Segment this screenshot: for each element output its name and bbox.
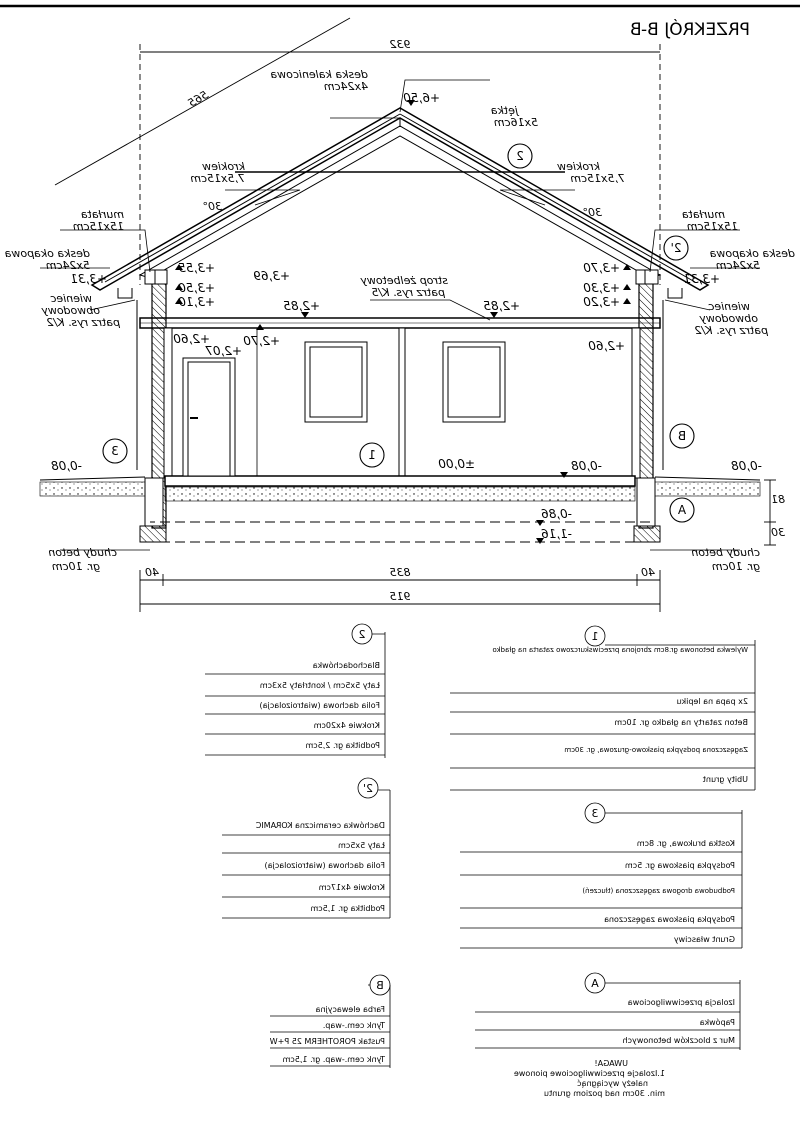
marker-B: B xyxy=(677,429,687,443)
level-310: +3,10 xyxy=(178,295,215,309)
label-wieniec-right-2: obwodowy xyxy=(41,304,100,317)
level-008-right: -0,08 xyxy=(50,459,82,473)
level-260-right: +2,60 xyxy=(173,332,210,346)
level-285b: +2,85 xyxy=(283,299,320,313)
level-369: +3,69 xyxy=(253,269,290,283)
level-086: -0,86 xyxy=(540,507,572,521)
svg-text:Wylewka betonowa gr.8cm zbrojo: Wylewka betonowa gr.8cm zbrojona przeciwskurczowo zatarta na gładko xyxy=(492,646,748,654)
level-270: +2,70 xyxy=(243,334,280,348)
level-330: +3,30 xyxy=(583,281,620,295)
label-angle-right: 30° xyxy=(202,200,222,213)
label-okap-right-size: 5x24cm xyxy=(45,259,90,272)
label-angle-left: 30° xyxy=(582,206,602,219)
svg-text:Zagęszczona podsypka piaskowo-: Zagęszczona podsypka piaskowo-gruzowa, gr. 30cm xyxy=(564,746,748,754)
marker-A: A xyxy=(677,503,687,517)
svg-text:Podsypka piaskowa gr. 5cm: Podsypka piaskowa gr. 5cm xyxy=(624,861,735,870)
svg-text:Łaty 5x5cm: Łaty 5x5cm xyxy=(338,841,385,850)
label-deska-kal-size: 4x24cm xyxy=(323,80,368,93)
label-wieniec-left: wieniec xyxy=(708,300,750,313)
svg-text:3: 3 xyxy=(591,807,599,820)
marker-2prime: 2' xyxy=(670,241,682,255)
legend-2 xyxy=(205,624,385,758)
svg-text:Łaty 5x5cm / kontrłaty 5x3cm: Łaty 5x5cm / kontrłaty 5x3cm xyxy=(259,681,380,690)
svg-text:Grunt własciwy: Grunt własciwy xyxy=(673,935,735,944)
svg-text:UWAGA!: UWAGA! xyxy=(594,1059,628,1068)
dim-915: 915 xyxy=(389,590,411,603)
floor-slab xyxy=(165,476,635,486)
level-350: +3,50 xyxy=(178,281,215,295)
legend-3 xyxy=(460,803,742,948)
dim-835: 835 xyxy=(389,566,411,579)
dim-top: 932 xyxy=(389,38,411,51)
svg-text:Blachodachówka: Blachodachówka xyxy=(312,661,380,670)
label-deska-kal: deska kalenicowa xyxy=(270,68,368,81)
note xyxy=(514,1059,665,1098)
svg-text:Pustak POROTHERM 25 P+W: Pustak POROTHERM 25 P+W xyxy=(269,1037,385,1046)
dim-81: 81 xyxy=(771,493,785,506)
level-331-right: +3,31 xyxy=(70,272,107,286)
svg-text:Dachówka ceramiczna KORAMIC: Dachówka ceramiczna KORAMIC xyxy=(255,821,385,830)
legend-1-text xyxy=(493,630,749,784)
level-285a: +2,85 xyxy=(483,299,520,313)
svg-text:min. 30cm nad poziom gruntu: min. 30cm nad poziom gruntu xyxy=(543,1089,665,1098)
dim-40-left: 40 xyxy=(641,566,655,579)
label-okap-left: deska okapowa xyxy=(709,247,795,260)
svg-text:Podsypka piaskowa zagęszczona: Podsypka piaskowa zagęszczona xyxy=(604,915,735,924)
svg-text:Farba elewacyjna: Farba elewacyjna xyxy=(315,1005,385,1014)
svg-text:2x papa na lepiku: 2x papa na lepiku xyxy=(676,697,748,706)
svg-text:1.Izolacje przeciwwilgociowe p: 1.Izolacje przeciwwilgociowe pionowe xyxy=(513,1069,665,1078)
label-murlata-right-size: 15x15cm xyxy=(72,220,124,233)
svg-text:Papówka: Papówka xyxy=(699,1018,735,1027)
label-jetka-size: 5x16cm xyxy=(493,116,538,129)
svg-text:Ubity grunt: Ubity grunt xyxy=(702,775,748,784)
drawing-title: PRZEKRÓJ B-B xyxy=(629,20,750,40)
level-008-left: -0,08 xyxy=(730,459,762,473)
svg-text:Tynk cem.-wap.: Tynk cem.-wap. xyxy=(322,1021,385,1030)
svg-text:A: A xyxy=(591,977,599,990)
svg-text:Tynk cem.-wap. gr. 1,5cm: Tynk cem.-wap. gr. 1,5cm xyxy=(282,1055,385,1064)
marker-1: 1 xyxy=(368,448,376,462)
svg-text:Folia dachowa (wiatroizolacja): Folia dachowa (wiatroizolacja) xyxy=(259,701,380,710)
svg-text:Folia dachowa (wiatroizolacja): Folia dachowa (wiatroizolacja) xyxy=(264,861,385,870)
svg-text:należy wyciągnąć: należy wyciągnąć xyxy=(577,1079,648,1088)
marker-2: 2 xyxy=(516,149,524,163)
label-murlata-left-size: 15x15cm xyxy=(686,220,738,233)
label-murlata-left: murłata xyxy=(681,208,725,221)
svg-text:Podbudowa drogowa zagęszczona: Podbudowa drogowa zagęszczona (tłuczeń) xyxy=(582,887,735,895)
label-murlata-right: murłata xyxy=(80,208,124,221)
marker-3: 3 xyxy=(111,444,119,458)
label-wieniec-right-3: patrz rys. K/2 xyxy=(46,316,120,329)
svg-text:Kostka brukowa, gr. 8cm: Kostka brukowa, gr. 8cm xyxy=(636,839,735,848)
level-370: +3,70 xyxy=(583,261,620,275)
legend-A-text xyxy=(591,977,735,1045)
svg-text:Izolacja przeciwwilgociowa: Izolacja przeciwwilgociowa xyxy=(627,998,735,1007)
dim-30: 30 xyxy=(771,526,785,539)
svg-text:2: 2 xyxy=(358,628,366,641)
svg-text:Krokwie 4x17cm: Krokwie 4x17cm xyxy=(318,883,385,892)
svg-text:Beton zatarty na gładko gr. 10: Beton zatarty na gładko gr. 10cm xyxy=(614,718,748,727)
legend-B-text xyxy=(270,979,386,1064)
label-krokiew-left: krokiew xyxy=(557,160,600,173)
svg-text:1: 1 xyxy=(591,630,599,643)
label-okap-left-size: 5x24cm xyxy=(715,259,760,272)
svg-text:Podbitka gr. 1,5cm: Podbitka gr. 1,5cm xyxy=(310,904,385,913)
svg-text:B: B xyxy=(376,979,384,992)
label-strop-2: patrz rys. K/5 xyxy=(371,286,445,299)
svg-text:Krokwie 4x20cm: Krokwie 4x20cm xyxy=(313,721,380,730)
level-331-left: +3,31 xyxy=(683,272,720,286)
label-wieniec-left-2: obwodowy xyxy=(699,312,758,325)
label-strop: strop żelbetowy xyxy=(360,274,448,287)
label-krokiew-right-size: 7,5x15cm xyxy=(190,172,245,185)
label-chudy-right: chudy beton xyxy=(48,546,117,559)
legend-2-text xyxy=(260,628,381,750)
label-chudy-right-2: gr. 10cm xyxy=(51,560,100,573)
label-jetka: jętka xyxy=(490,104,518,117)
dim-40-right: 40 xyxy=(145,566,159,579)
label-wieniec-left-3: patrz rys. K/2 xyxy=(694,324,768,337)
label-chudy-left-2: gr. 10cm xyxy=(711,560,760,573)
label-krokiew-left-size: 7,5x15cm xyxy=(570,172,625,185)
label-krokiew-right: krokiew xyxy=(202,160,245,173)
level-355: +3,55 xyxy=(178,261,215,275)
label-chudy-left: chudy beton xyxy=(691,546,760,559)
level-207: +2,07 xyxy=(205,344,242,358)
level-116: -1,16 xyxy=(540,527,572,541)
level-000: ±0,00 xyxy=(438,457,475,471)
legend-2prime-text xyxy=(255,782,386,913)
label-okap-right: deska okapowa xyxy=(4,247,90,260)
svg-text:Podbitka gr. 2,5cm: Podbitka gr. 2,5cm xyxy=(305,741,380,750)
legend-3-text xyxy=(582,807,735,944)
level-008-inside: -0,08 xyxy=(570,459,602,473)
label-wieniec-right: wieniec xyxy=(50,292,92,305)
dim-diag: 565 xyxy=(185,88,211,110)
svg-text:Mur z bloczków betonowych: Mur z bloczków betonowych xyxy=(622,1036,735,1045)
level-ridge: +6,50 xyxy=(403,91,440,105)
svg-text:2': 2' xyxy=(362,782,374,795)
level-320: +3,20 xyxy=(583,295,620,309)
level-260-left: +2,60 xyxy=(588,339,625,353)
